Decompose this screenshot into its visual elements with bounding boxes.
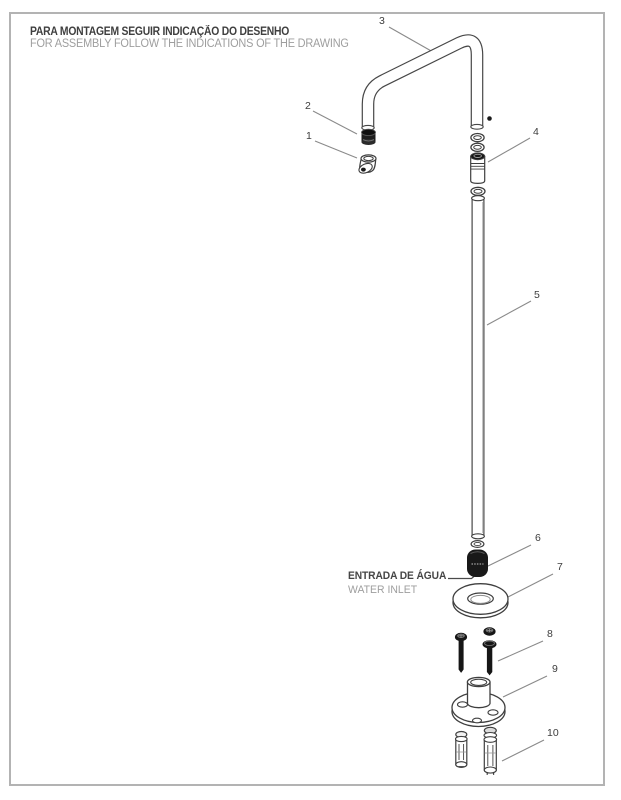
- elbow-outlet-hole: [361, 168, 366, 172]
- wall-anchors: [456, 727, 497, 775]
- flange-hole: [473, 718, 482, 723]
- instruction-text-pt: PARA MONTAGEM SEGUIR INDICAÇÃO DO DESENHO: [30, 25, 290, 38]
- coupling-o-rings: [471, 134, 484, 152]
- callout-6: 6: [535, 532, 541, 544]
- callout-7: 7: [557, 561, 563, 573]
- water-inlet-label-en: WATER INLET: [348, 584, 418, 596]
- inlet-o-ring: [471, 541, 484, 548]
- reference-dot: [487, 116, 492, 121]
- callout-10: 10: [547, 727, 559, 739]
- connector-nut: [362, 129, 376, 145]
- wall-flange: [452, 677, 505, 726]
- threaded-coupling: [471, 153, 485, 183]
- callout-1: 1: [306, 130, 312, 142]
- cover-washer: [453, 584, 508, 618]
- instruction-text-en: FOR ASSEMBLY FOLLOW THE INDICATIONS OF THE DRAWING: [30, 37, 349, 50]
- callout-4: 4: [533, 126, 539, 138]
- flange-hole: [488, 710, 498, 715]
- mounting-screws: [455, 627, 497, 675]
- shower-arm-tube: [362, 41, 492, 131]
- hand-shower-elbow: [357, 155, 376, 175]
- callout-3: 3: [379, 15, 385, 27]
- callout-9: 9: [552, 663, 558, 675]
- flange-hole: [458, 702, 468, 707]
- callout-8: 8: [547, 628, 553, 640]
- riser-tube: [471, 187, 485, 539]
- water-inlet-connector: [467, 550, 488, 578]
- callout-2: 2: [305, 100, 311, 112]
- water-inlet-label-pt: ENTRADA DE ÁGUA: [348, 570, 447, 582]
- leader-lines: [313, 27, 553, 761]
- callout-5: 5: [534, 289, 540, 301]
